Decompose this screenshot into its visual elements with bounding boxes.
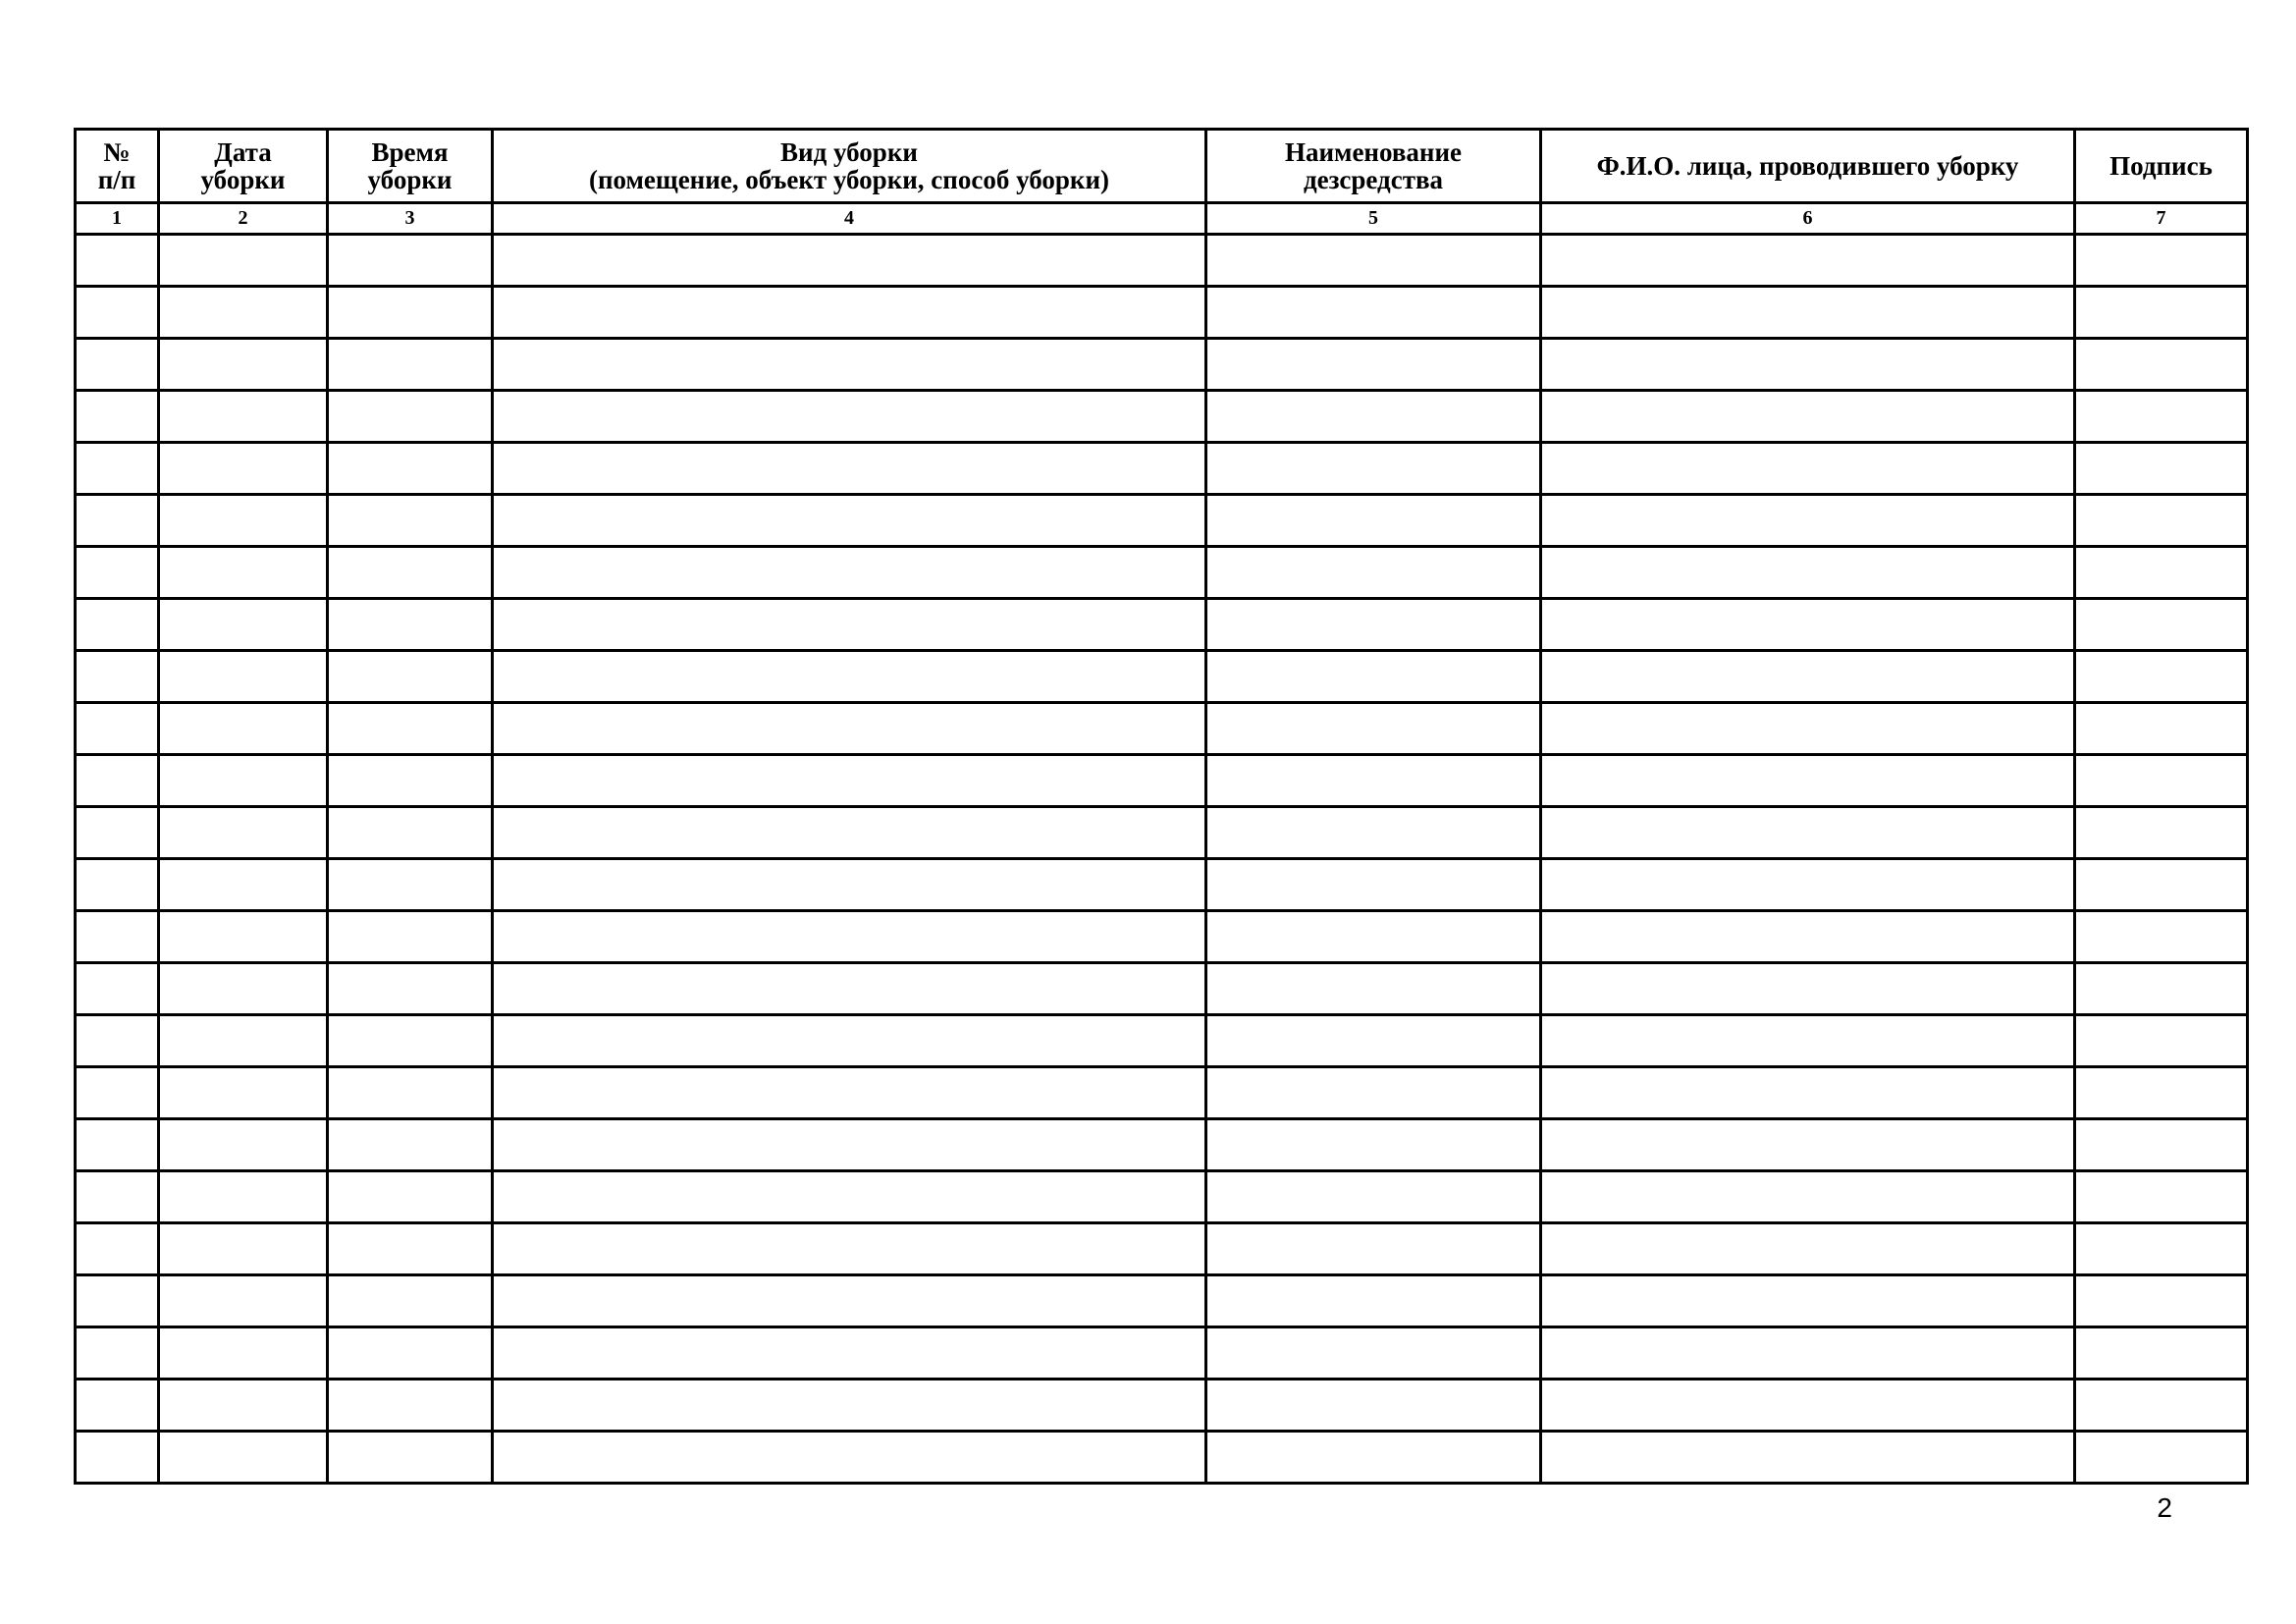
table-cell[interactable]: [159, 1119, 328, 1171]
table-cell[interactable]: [1206, 1015, 1541, 1067]
table-cell[interactable]: [2075, 651, 2248, 703]
table-cell[interactable]: [1541, 599, 2075, 651]
table-row: [76, 443, 2248, 495]
table-cell[interactable]: [493, 1223, 1206, 1275]
table-cell[interactable]: [159, 235, 328, 287]
table-cell[interactable]: [493, 1119, 1206, 1171]
table-cell[interactable]: [2075, 235, 2248, 287]
table-cell[interactable]: [328, 443, 493, 495]
table-cell[interactable]: [328, 1015, 493, 1067]
table-row: [76, 651, 2248, 703]
table-cell[interactable]: [493, 287, 1206, 339]
table-cell[interactable]: [159, 963, 328, 1015]
table-cell[interactable]: [1541, 1380, 2075, 1432]
table-cell[interactable]: [76, 807, 159, 859]
table-cell[interactable]: [76, 287, 159, 339]
table-cell[interactable]: [328, 807, 493, 859]
table-cell[interactable]: [328, 859, 493, 911]
table-cell[interactable]: [1206, 495, 1541, 547]
table-cell[interactable]: [1541, 1432, 2075, 1484]
table-row: [76, 755, 2248, 807]
table-cell[interactable]: [76, 599, 159, 651]
table-cell[interactable]: [493, 703, 1206, 755]
table-row: [76, 339, 2248, 391]
table-cell[interactable]: [493, 391, 1206, 443]
table-cell[interactable]: [159, 1327, 328, 1380]
table-row: [76, 1223, 2248, 1275]
table-cell[interactable]: [76, 235, 159, 287]
table-cell[interactable]: [493, 1327, 1206, 1380]
table-cell[interactable]: [1541, 1067, 2075, 1119]
table-row: [76, 859, 2248, 911]
table-cell[interactable]: [76, 391, 159, 443]
page-number: 2: [2157, 1492, 2172, 1523]
table-body: [76, 235, 2248, 1484]
table-row: [76, 287, 2248, 339]
table-cell[interactable]: [328, 1171, 493, 1223]
table-row: [76, 495, 2248, 547]
table-cell[interactable]: [1206, 443, 1541, 495]
header-time: Время уборки: [328, 130, 493, 203]
table-cell[interactable]: [1206, 1432, 1541, 1484]
header-signature: Подпись: [2075, 130, 2248, 203]
table-cell[interactable]: [2075, 1171, 2248, 1223]
table-cell[interactable]: [328, 235, 493, 287]
table-cell[interactable]: [76, 1275, 159, 1327]
table-cell[interactable]: [493, 339, 1206, 391]
table-cell[interactable]: [2075, 287, 2248, 339]
table-cell[interactable]: [2075, 1327, 2248, 1380]
header-person-name: Ф.И.О. лица, проводившего уборку: [1541, 130, 2075, 203]
table-row: [76, 1015, 2248, 1067]
table-cell[interactable]: [1206, 339, 1541, 391]
column-number-row: [76, 203, 2248, 235]
table-cell[interactable]: [1206, 651, 1541, 703]
table-cell[interactable]: [159, 859, 328, 911]
table-row: [76, 1119, 2248, 1171]
table-cell[interactable]: [328, 1432, 493, 1484]
table-cell[interactable]: [1206, 1119, 1541, 1171]
table-cell[interactable]: [493, 235, 1206, 287]
table-cell[interactable]: [1541, 443, 2075, 495]
table-cell[interactable]: [328, 339, 493, 391]
table-row: [76, 1432, 2248, 1484]
table-cell[interactable]: [1541, 1015, 2075, 1067]
table-cell[interactable]: [1541, 859, 2075, 911]
table-cell[interactable]: [328, 1223, 493, 1275]
table-cell[interactable]: [1541, 235, 2075, 287]
table-cell[interactable]: [328, 495, 493, 547]
table-cell[interactable]: [1541, 339, 2075, 391]
table-cell[interactable]: [159, 1067, 328, 1119]
table-cell[interactable]: [1206, 547, 1541, 599]
table-cell[interactable]: [76, 1223, 159, 1275]
table-cell[interactable]: [76, 1432, 159, 1484]
table-cell[interactable]: [76, 339, 159, 391]
table-cell[interactable]: [159, 1171, 328, 1223]
table-cell[interactable]: [1206, 599, 1541, 651]
table-cell[interactable]: [76, 1327, 159, 1380]
table-cell[interactable]: [328, 287, 493, 339]
table-cell[interactable]: [1206, 859, 1541, 911]
table-cell[interactable]: [493, 443, 1206, 495]
table-cell[interactable]: [328, 1119, 493, 1171]
table-row: [76, 807, 2248, 859]
table-cell[interactable]: [493, 1432, 1206, 1484]
table-cell[interactable]: [159, 911, 328, 963]
table-cell[interactable]: [2075, 1223, 2248, 1275]
table-cell[interactable]: [1206, 703, 1541, 755]
column-number: 7: [2075, 203, 2248, 235]
table-cell[interactable]: [1206, 1380, 1541, 1432]
table-cell[interactable]: [2075, 391, 2248, 443]
table-cell[interactable]: [1541, 1171, 2075, 1223]
table-cell[interactable]: [493, 911, 1206, 963]
table-cell[interactable]: [1541, 1223, 2075, 1275]
table-cell[interactable]: [2075, 495, 2248, 547]
table-cell[interactable]: [493, 651, 1206, 703]
table-cell[interactable]: [328, 1327, 493, 1380]
table-row: [76, 547, 2248, 599]
table-cell[interactable]: [328, 599, 493, 651]
table-cell[interactable]: [493, 1380, 1206, 1432]
table-cell[interactable]: [1206, 1223, 1541, 1275]
table-cell[interactable]: [328, 547, 493, 599]
header-date: Дата уборки: [159, 130, 328, 203]
table-cell[interactable]: [1206, 287, 1541, 339]
table-cell[interactable]: [159, 755, 328, 807]
table-cell[interactable]: [76, 911, 159, 963]
cleaning-log-table: [74, 128, 2249, 1485]
table-cell[interactable]: [493, 1015, 1206, 1067]
table-cell[interactable]: [76, 859, 159, 911]
table-row: [76, 1275, 2248, 1327]
table-cell[interactable]: [76, 1015, 159, 1067]
table-cell[interactable]: [493, 807, 1206, 859]
table-cell[interactable]: [2075, 807, 2248, 859]
table-cell[interactable]: [328, 1275, 493, 1327]
table-cell[interactable]: [328, 911, 493, 963]
table-cell[interactable]: [1206, 1171, 1541, 1223]
column-number: 5: [1206, 203, 1541, 235]
table-row: [76, 911, 2248, 963]
table-cell[interactable]: [1541, 287, 2075, 339]
table-cell[interactable]: [159, 391, 328, 443]
header-number: № п/п: [76, 130, 159, 203]
table-cell[interactable]: [493, 963, 1206, 1015]
table-cell[interactable]: [159, 287, 328, 339]
table-row: [76, 1327, 2248, 1380]
column-number: 3: [328, 203, 493, 235]
column-number: 4: [493, 203, 1206, 235]
table-cell[interactable]: [1541, 1327, 2075, 1380]
table-cell[interactable]: [159, 547, 328, 599]
table-cell[interactable]: [493, 755, 1206, 807]
table-row: [76, 235, 2248, 287]
table-cell[interactable]: [2075, 703, 2248, 755]
table-cell[interactable]: [328, 1067, 493, 1119]
table-cell[interactable]: [159, 1380, 328, 1432]
table-cell[interactable]: [76, 651, 159, 703]
table-cell[interactable]: [328, 755, 493, 807]
column-number: 6: [1541, 203, 2075, 235]
table-cell[interactable]: [1206, 755, 1541, 807]
table-cell[interactable]: [159, 443, 328, 495]
table-cell[interactable]: [1541, 703, 2075, 755]
table-cell[interactable]: [76, 443, 159, 495]
table-cell[interactable]: [2075, 755, 2248, 807]
table-cell[interactable]: [1541, 547, 2075, 599]
table-row: [76, 1171, 2248, 1223]
table-cell[interactable]: [159, 599, 328, 651]
table-cell[interactable]: [76, 963, 159, 1015]
table-cell[interactable]: [2075, 859, 2248, 911]
column-number: 2: [159, 203, 328, 235]
table-cell[interactable]: [159, 1275, 328, 1327]
table-cell[interactable]: [2075, 911, 2248, 963]
table-row: [76, 1380, 2248, 1432]
table-cell[interactable]: [2075, 547, 2248, 599]
table-cell[interactable]: [159, 651, 328, 703]
header-row: [76, 130, 2248, 203]
table-cell[interactable]: [1206, 1067, 1541, 1119]
table-cell[interactable]: [159, 495, 328, 547]
column-number: 1: [76, 203, 159, 235]
table-row: [76, 1067, 2248, 1119]
table-cell[interactable]: [2075, 1275, 2248, 1327]
table-cell[interactable]: [159, 339, 328, 391]
table-cell[interactable]: [1541, 963, 2075, 1015]
table-row: [76, 599, 2248, 651]
header-cleaning-type: Вид уборки (помещение, объект уборки, способ уборки): [493, 130, 1206, 203]
table-cell[interactable]: [328, 703, 493, 755]
table-cell[interactable]: [76, 1119, 159, 1171]
header-disinfectant: Наименование дезсредства: [1206, 130, 1541, 203]
table-cell[interactable]: [2075, 1119, 2248, 1171]
table-cell[interactable]: [76, 1067, 159, 1119]
table-cell[interactable]: [76, 703, 159, 755]
table-cell[interactable]: [2075, 443, 2248, 495]
table-cell[interactable]: [2075, 1015, 2248, 1067]
table-cell[interactable]: [76, 1171, 159, 1223]
table-cell[interactable]: [1541, 807, 2075, 859]
table-cell[interactable]: [76, 495, 159, 547]
table-row: [76, 963, 2248, 1015]
table-cell[interactable]: [2075, 339, 2248, 391]
table-cell[interactable]: [328, 391, 493, 443]
table-cell[interactable]: [2075, 1380, 2248, 1432]
table-cell[interactable]: [159, 1015, 328, 1067]
table-cell[interactable]: [493, 1067, 1206, 1119]
table-cell[interactable]: [1206, 235, 1541, 287]
table-cell[interactable]: [159, 703, 328, 755]
table-cell[interactable]: [1541, 1275, 2075, 1327]
table-cell[interactable]: [1541, 651, 2075, 703]
table-row: [76, 391, 2248, 443]
table-cell[interactable]: [76, 1380, 159, 1432]
table-cell[interactable]: [1206, 1327, 1541, 1380]
table-cell[interactable]: [1206, 1275, 1541, 1327]
table-cell[interactable]: [328, 651, 493, 703]
table-cell[interactable]: [1541, 911, 2075, 963]
table-cell[interactable]: [2075, 599, 2248, 651]
table-cell[interactable]: [1541, 1119, 2075, 1171]
table-cell[interactable]: [1541, 391, 2075, 443]
table-cell[interactable]: [2075, 1067, 2248, 1119]
table-cell[interactable]: [159, 1223, 328, 1275]
table-cell[interactable]: [1541, 495, 2075, 547]
table-cell[interactable]: [493, 599, 1206, 651]
table-cell[interactable]: [2075, 1432, 2248, 1484]
table-cell[interactable]: [493, 547, 1206, 599]
table-cell[interactable]: [2075, 963, 2248, 1015]
table-cell[interactable]: [1541, 755, 2075, 807]
table-cell[interactable]: [1206, 391, 1541, 443]
table-cell[interactable]: [76, 755, 159, 807]
table-cell[interactable]: [493, 859, 1206, 911]
table-cell[interactable]: [159, 807, 328, 859]
table-cell[interactable]: [493, 1275, 1206, 1327]
table-cell[interactable]: [1206, 807, 1541, 859]
table-cell[interactable]: [493, 1171, 1206, 1223]
table-cell[interactable]: [1206, 911, 1541, 963]
table-cell[interactable]: [1206, 963, 1541, 1015]
table-cell[interactable]: [493, 495, 1206, 547]
table-row: [76, 703, 2248, 755]
table-cell[interactable]: [328, 963, 493, 1015]
table-cell[interactable]: [76, 547, 159, 599]
table-cell[interactable]: [159, 1432, 328, 1484]
table-cell[interactable]: [328, 1380, 493, 1432]
